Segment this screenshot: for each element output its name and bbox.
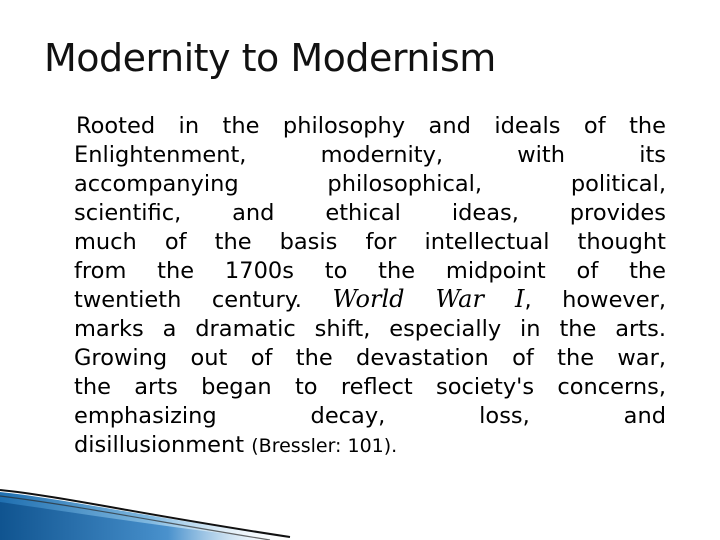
emphasis-world-war-i: World War I (332, 285, 525, 314)
text-line: Enlightenment, modernity, with its (74, 141, 666, 168)
decorative-swoosh (0, 440, 300, 540)
text-line: Growing out of the devastation of the war, (74, 345, 666, 372)
text-line: accompanying philosophical, political, (74, 170, 666, 197)
text-line: the arts began to reflect society's concerns, (74, 374, 666, 401)
text-segment: , however, (524, 287, 666, 314)
body-paragraph (74, 112, 666, 461)
text-line: much of the basis for intellectual thought (74, 228, 666, 255)
text-line: marks a dramatic shift, especially in the arts. (74, 316, 666, 343)
text-line (74, 285, 666, 315)
slide-title: Modernity to Modernism (44, 36, 496, 80)
citation: (Bressler: 101). (251, 434, 398, 457)
text-segment: twentieth century. (74, 287, 333, 314)
text-line: from the 1700s to the midpoint of the (74, 257, 666, 284)
text-line: scientific, and ethical ideas, provides (74, 199, 666, 226)
text-line: emphasizing decay, loss, and (74, 403, 666, 430)
text-line: Rooted in the philosophy and ideals of the (76, 113, 666, 139)
text-segment: disillusionment (74, 431, 252, 458)
